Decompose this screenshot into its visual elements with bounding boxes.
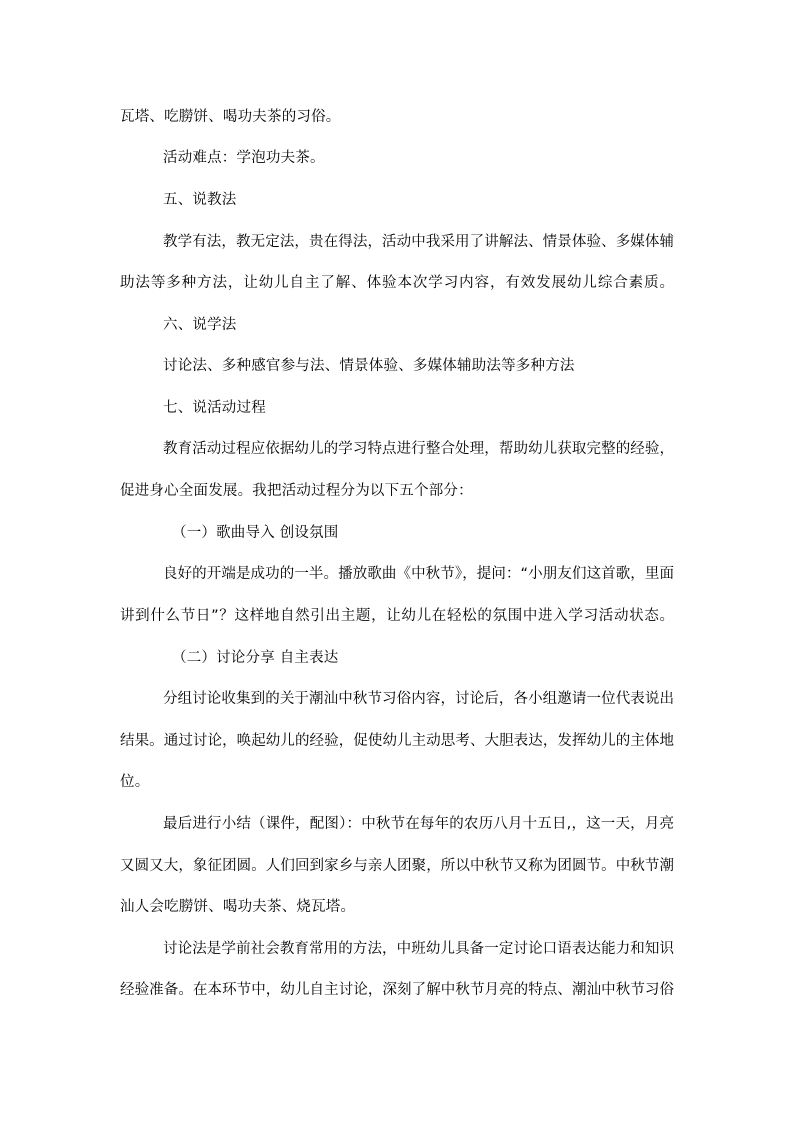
paragraph-line: 结果。通过讨论，唤起幼儿的经验，促使幼儿主动思考、大胆表达，发挥幼儿的主体地 — [120, 733, 674, 749]
section-heading-activity-process: 七、说活动过程 — [163, 400, 266, 416]
paragraph-line: 讨论法是学前社会教育常用的方法，中班幼儿具备一定讨论口语表达能力和知识 — [163, 941, 674, 957]
paragraph-line: 教学有法，教无定法，贵在得法，活动中我采用了讲解法、情景体验、多媒体辅 — [163, 234, 674, 250]
paragraph-line: 最后进行小结（课件，配图）：中秋节在每年的农历八月十五日,，这一天，月亮 — [163, 816, 674, 832]
text-line-continuation: 瓦塔、吃朥饼、喝功夫茶的习俗。 — [120, 109, 341, 125]
paragraph-line: 分组讨论收集到的关于潮汕中秋节习俗内容，讨论后，各小组邀请一位代表说出 — [163, 691, 674, 707]
paragraph-line: 促进身心全面发展。我把活动过程分为以下五个部分： — [120, 483, 473, 499]
section-heading-learning-method: 六、说学法 — [163, 317, 237, 333]
paragraph-line: 助法等多种方法，让幼儿自主了解、体验本次学习内容，有效发展幼儿综合素质。 — [120, 275, 674, 291]
paragraph-line: 讲到什么节日”？这样地自然引出主题，让幼儿在轻松的氛围中进入学习活动状态。 — [120, 608, 674, 624]
paragraph-line: 教育活动过程应依据幼儿的学习特点进行整合处理，帮助幼儿获取完整的经验， — [163, 441, 674, 457]
paragraph-line: 汕人会吃朥饼、喝功夫茶、烧瓦塔。 — [120, 899, 356, 915]
paragraph-line: 讨论法、多种感官参与法、情景体验、多媒体辅助法等多种方法 — [163, 358, 575, 374]
subsection-heading-discussion: （二）讨论分享 自主表达 — [172, 650, 339, 666]
paragraph-line: 良好的开端是成功的一半。播放歌曲《中秋节》，提问：“小朋友们这首歌，里面 — [163, 566, 674, 582]
paragraph-line: 经验准备。在本环节中，幼儿自主讨论，深刻了解中秋节月亮的特点、潮汕中秋节习俗 — [120, 982, 674, 998]
paragraph-line: 又圆又大，象征团圆。人们回到家乡与亲人团聚，所以中秋节又称为团圆节。中秋节潮 — [120, 858, 674, 874]
paragraph-line: 位。 — [120, 774, 150, 790]
section-heading-teaching-method: 五、说教法 — [163, 192, 237, 208]
text-line-activity-difficulty: 活动难点：学泡功夫茶。 — [163, 150, 325, 166]
subsection-heading-song-intro: （一）歌曲导入 创设氛围 — [172, 525, 339, 541]
